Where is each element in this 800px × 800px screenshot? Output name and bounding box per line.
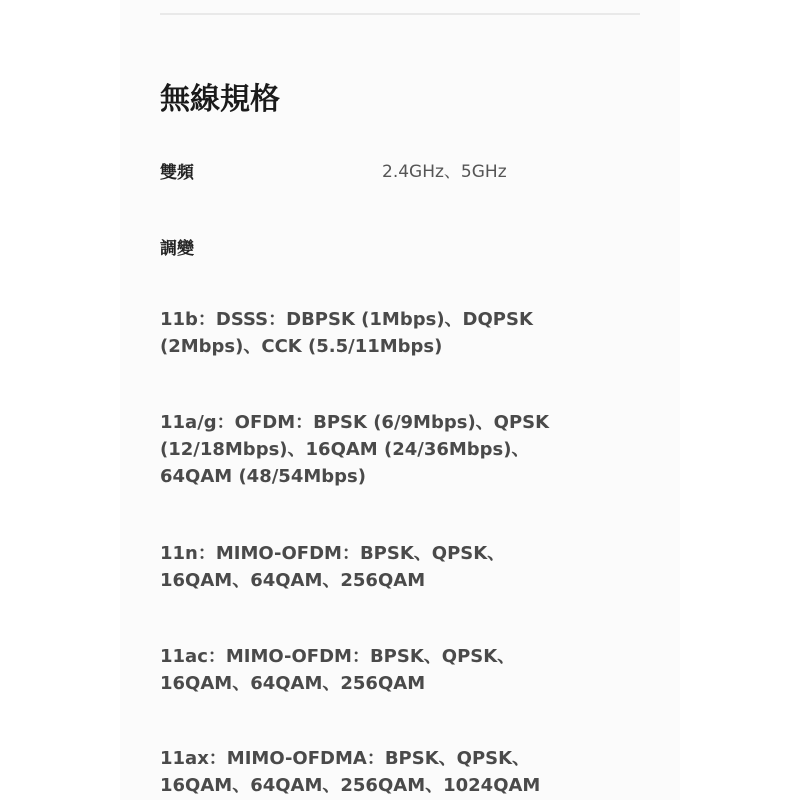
modulation-11n: 11n：MIMO-OFDM：BPSK、QPSK、16QAM、64QAM、256QAM [160, 543, 506, 591]
section-title: 無線規格 [160, 82, 280, 117]
modulation-11ax: 11ax：MIMO-OFDMA：BPSK、QPSK、16QAM、64QAM、256QAM、1024QAM [160, 748, 541, 796]
dual-band-value: 2.4GHz、5GHz [382, 162, 507, 182]
modulation-11b: 11b：DSSS：DBPSK (1Mbps)、DQPSK (2Mbps)、CCK (5.5/11Mbps) [160, 309, 533, 357]
divider [160, 13, 640, 15]
modulation-label: 調變 [160, 239, 194, 259]
modulation-11ag: 11a/g：OFDM：BPSK (6/9Mbps)、QPSK (12/18Mbps)、16QAM (24/36Mbps)、64QAM (48/54Mbps) [160, 412, 550, 487]
modulation-11ac: 11ac：MIMO-OFDM：BPSK、QPSK、16QAM、64QAM、256QAM [160, 646, 516, 694]
dual-band-label: 雙頻 [160, 163, 194, 183]
